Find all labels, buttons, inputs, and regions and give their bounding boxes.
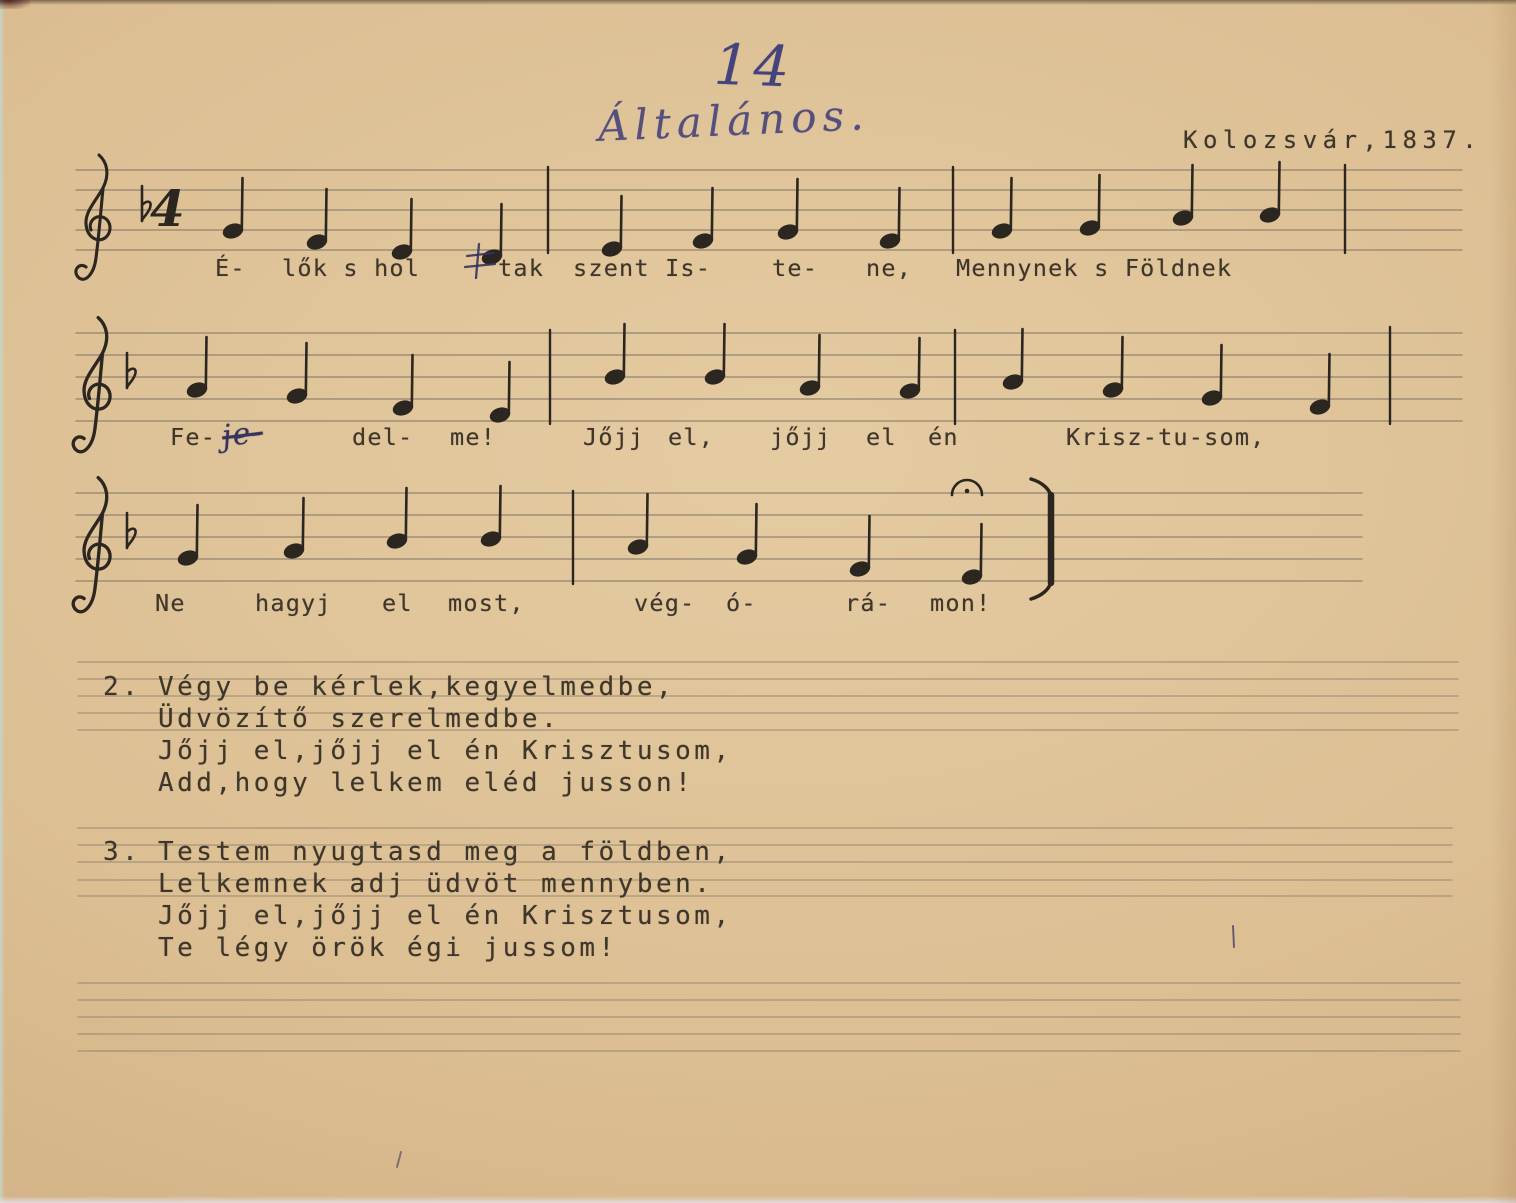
hymn-category-handwritten: Általános. [597, 90, 871, 151]
verse-line: Végy be kérlek,kegyelmedbe, [158, 672, 676, 702]
lyric-syllable: hagyj [255, 589, 332, 617]
time-signature: 4 [150, 179, 185, 238]
lyric-syllable-handwritten-struck: je- [220, 414, 265, 455]
lyric-syllable: rá- [845, 589, 892, 617]
lyric-syllable: én [928, 423, 959, 451]
verse-line: Jőjj el,jőjj el én Krisztusom, [158, 736, 733, 766]
lyric-syllable: mon! [930, 589, 992, 617]
verse-line: Testem nyugtasd meg a földben, [158, 837, 733, 867]
verse-number: 3. [103, 837, 142, 867]
lyric-syllable: ne, [866, 254, 913, 282]
hymn-number: 14 [712, 32, 795, 101]
lyric-syllable: szent Is- [573, 254, 712, 282]
lyric-syllable: Ne [155, 589, 186, 617]
lyric-syllable: É- [215, 254, 246, 282]
verse-line: Te légy örök égi jussom! [158, 933, 618, 963]
lyric-syllable: te- [772, 254, 819, 282]
lyric-syllable: vég- [634, 589, 696, 617]
source-location-date: Kolozsvár,1837. [1183, 126, 1483, 154]
verse-line: Lelkemnek adj üdvöt mennyben. [158, 869, 714, 899]
lyric-syllable: Fe- [170, 423, 217, 451]
lyric-syllable: el [866, 423, 897, 451]
lyric-syllable: ó- [726, 589, 757, 617]
verse-line: Jőjj el,jőjj el én Krisztusom, [158, 901, 733, 931]
lyric-syllable: el, [668, 423, 715, 451]
lyric-syllable: most, [448, 589, 525, 617]
verse-number: 2. [103, 672, 142, 702]
lyric-syllable: lők s hol [282, 254, 421, 282]
verse-line: Üdvözítő szerelmedbe. [158, 704, 561, 734]
lyric-syllable: Jőjj [583, 423, 645, 451]
lyric-syllable: tak [498, 254, 545, 282]
lyric-syllable: del- [352, 423, 414, 451]
lyric-syllable: jőjj [770, 423, 832, 451]
verse-line: Add,hogy lelkem eléd jusson! [158, 768, 695, 798]
lyric-syllable: el [382, 589, 413, 617]
lyric-syllable: Mennynek s Földnek [956, 254, 1233, 282]
lyric-syllable: me! [450, 423, 497, 451]
lyric-syllable: Krisz-tu-som, [1066, 423, 1266, 451]
